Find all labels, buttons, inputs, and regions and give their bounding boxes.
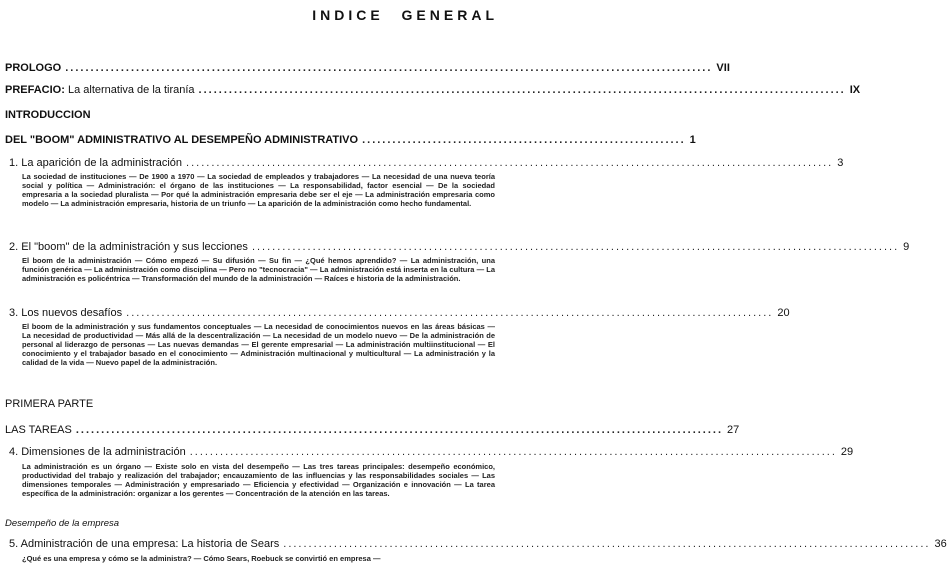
leader-dots: ................................................................................................................................ [186,157,834,169]
entry-page: 3 [837,157,844,169]
entry-chapter-2[interactable] [9,241,910,253]
entry-introduccion [5,109,497,121]
chapter-1-summary: La sociedad de instituciones — De 1900 a 1970 — La sociedad de empleados y trabajadores — La necesidad de una nueva teoría social y política — Administración: el órgano de las instituciones — La responsabilidad, factor esencial — De la sociedad empresaria a la sociedad pluralista — Por qué la administración empresaria debe ser el eje — La administración empresaria como modelo — La administración empresaria, historia de un triunfo — La aparición de la administración como hecho fundamental. [22,172,495,208]
leader-dots: ................................................................................................................................ [198,84,846,96]
entry-page: 20 [777,307,790,319]
page-title: INDICE GENERAL [312,7,498,23]
leader-dots: ................................................................................................................................ [65,62,713,74]
entry-label: LAS TAREAS [5,424,72,436]
section-subheading: Desempeño de la empresa [5,518,120,529]
part-heading: PRIMERA PARTE [5,398,94,410]
entry-prefacio[interactable] [5,84,861,96]
entry-chapter-4[interactable] [9,446,854,458]
entry-page: VII [716,62,730,74]
entry-page: 36 [934,538,947,550]
chapter-4-summary: La administración es un órgano — Existe solo en vista del desempeño — Las tres tareas principales: desempeño económico, productividad del trabajo y realización del trabajador; encauzamiento de las influencias y las responsabilidades sociales — Las dimensiones temporales — Administración y empresariado — Eficiencia y efectividad — Organización e innovación — La tarea específica de la administración: organizar a los gerentes — Concentración de la atención en las tareas. [22,462,495,498]
entry-label: 5. Administración de una empresa: La historia de Sears [9,538,280,550]
leader-dots: ................................................................................................................................ [126,307,774,319]
entry-label: 4. Dimensiones de la administración [9,446,186,458]
entry-label: INTRODUCCION [5,109,91,121]
chapter-2-summary: El boom de la administración — Cómo empezó — Su difusión — Su fin — ¿Qué hemos aprendido? — La administración, una función genérica — La administración como disciplina — Pero no "tecnocracia" — La administración está inserta en la cultura — La administración es policéntrica — Transformación del mundo de la administración — Raíces e historia de la administración. [22,256,495,283]
chapter-5-summary: ¿Qué es una empresa y cómo se la administra? — Cómo Sears, Roebuck se convirtió en empresa — [22,554,381,563]
entry-page: 29 [840,446,854,458]
entry-label: 3. Los nuevos desafíos [9,307,123,319]
leader-dots: ................................................................................................................................ [75,424,724,436]
entry-chapter-1[interactable] [9,157,844,169]
entry-chapter-5[interactable] [9,538,947,550]
entry-label: PROLOGO [5,62,62,74]
leader-dots: ................................................................ [362,134,686,146]
entry-label: PREFACIO: La alternativa de la tiranía [5,84,195,96]
entry-page: IX [849,84,861,96]
entry-page: 1 [689,134,696,146]
leader-dots: ................................................................................................................................ [251,241,900,253]
leader-dots: ................................................................................................................................ [189,446,837,458]
entry-page: 27 [727,424,740,436]
entry-tareas[interactable] [5,424,740,436]
entry-label: 2. El "boom" de la administración y sus lecciones [9,241,248,253]
entry-label: DEL "BOOM" ADMINISTRATIVO AL DESEMPEÑO ADMINISTRATIVO [5,134,359,146]
entry-label: 1. La aparición de la administración [9,157,183,169]
entry-prologo[interactable] [5,62,730,74]
entry-page: 9 [903,241,910,253]
entry-chapter-3[interactable] [9,307,790,319]
leader-dots: ................................................................................................................................ [283,538,931,550]
chapter-3-summary: El boom de la administración y sus fundamentos conceptuales — La necesidad de conocimientos nuevos en las áreas básicas — La necesidad de productividad — Más allá de la descentralización — La necesidad de un modelo nuevo — De la administración de personal al liderazgo de personas — Las nuevas demandas — El gerente empresarial — La administración multiinstitucional — El conocimiento y el trabajador basado en el conocimiento — Administración multinacional y multicultural — La administración y la calidad de la vida — Nuevo papel de la administración. [22,322,495,367]
entry-boom[interactable] [5,134,696,146]
